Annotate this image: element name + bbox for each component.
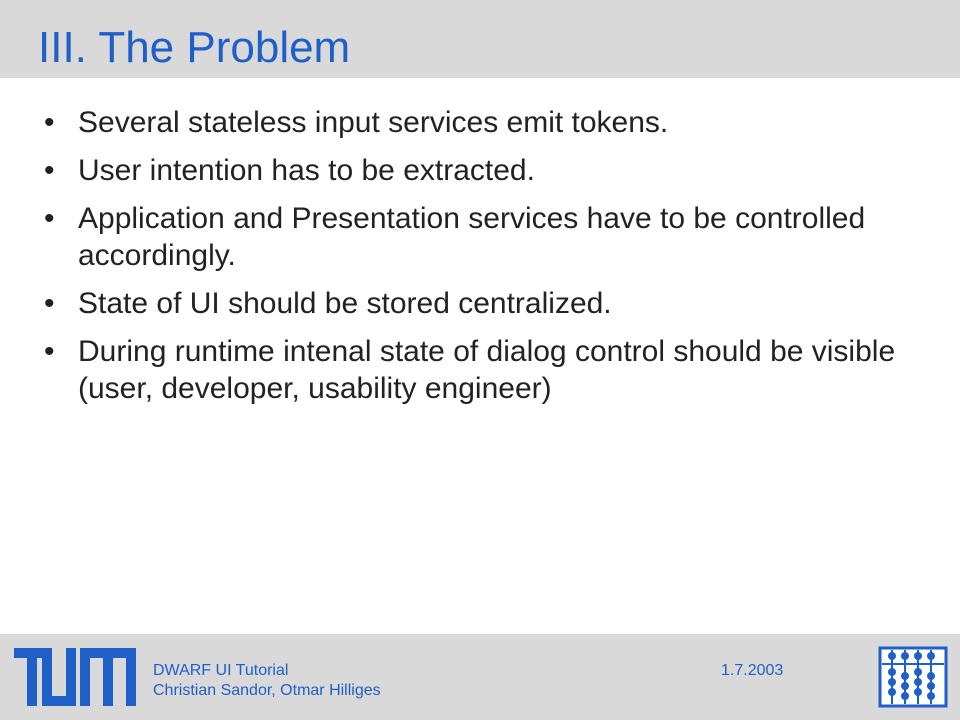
slide-title: III. The Problem — [38, 23, 351, 72]
bullet-item — [38, 104, 918, 141]
footer-authors: Christian Sandor, Otmar Hilliges — [153, 682, 381, 699]
bullet-text: During runtime intenal state of dialog control should be visible (user, developer, usability engineer) — [78, 335, 896, 405]
bullet-dot: • — [44, 287, 55, 320]
bullet-dot: • — [44, 335, 55, 368]
bullet-item — [38, 200, 918, 274]
tum-logo-icon — [14, 648, 136, 706]
footer-bar — [0, 634, 960, 720]
bullet-list — [38, 104, 918, 418]
bullet-text: Several stateless input services emit tokens. — [78, 106, 669, 139]
bullet-text: State of UI should be stored centralized. — [78, 287, 612, 320]
bullet-item — [38, 285, 918, 322]
title-bar — [0, 0, 960, 78]
bullet-item — [38, 152, 918, 189]
abacus-logo-icon — [878, 646, 948, 708]
footer-date: 1.7.2003 — [721, 662, 784, 679]
footer-tutorial-name: DWARF UI Tutorial — [153, 662, 289, 679]
bullet-item — [38, 333, 918, 407]
footer-credits — [153, 661, 381, 701]
bullet-text: Application and Presentation services have to be controlled accordingly. — [78, 202, 866, 272]
bullet-dot: • — [44, 106, 55, 139]
bullet-dot: • — [44, 202, 55, 235]
bullet-dot: • — [44, 154, 55, 187]
bullet-text: User intention has to be extracted. — [78, 154, 535, 187]
